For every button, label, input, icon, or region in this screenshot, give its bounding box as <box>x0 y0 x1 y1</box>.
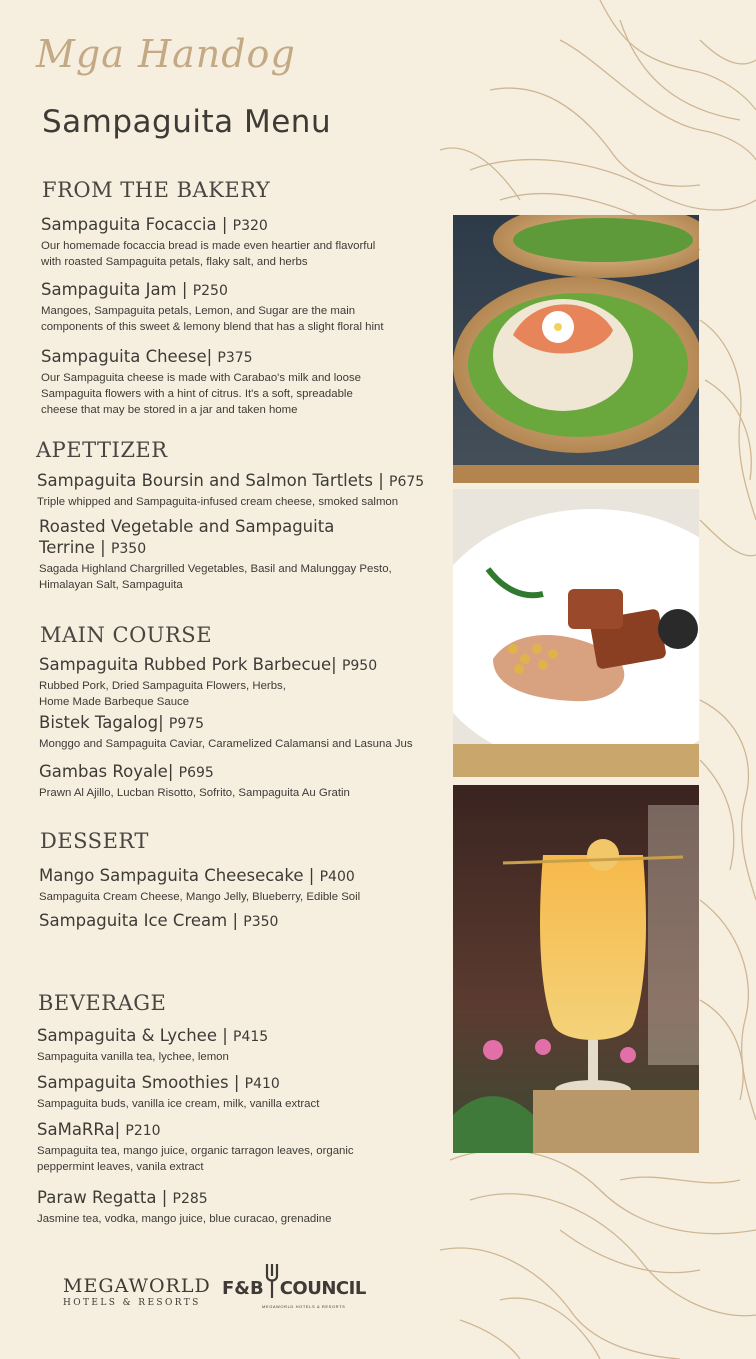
section-title-beverage: BEVERAGE <box>38 991 167 1015</box>
item-price: P410 <box>244 1076 280 1092</box>
menu-item-cheesecake <box>39 865 449 905</box>
council-word: COUNCIL <box>279 1278 366 1299</box>
menu-item-lychee <box>37 1025 447 1065</box>
item-description: Sagada Highland Chargrilled Vegetables, Basil and Malunggay Pesto, Himalayan Salt, Sampaguita <box>39 563 392 591</box>
item-price: P350 <box>243 914 279 930</box>
page-title: Sampaguita Menu <box>42 104 332 140</box>
item-name: Sampaguita & Lychee | P415 <box>37 1026 269 1045</box>
menu-item-samarra <box>37 1119 447 1175</box>
item-description: Sampaguita tea, mango juice, organic tarragon leaves, organic peppermint leaves, vanila extract <box>37 1145 354 1173</box>
section-title-main-course: MAIN COURSE <box>40 623 213 647</box>
fb-council-logo <box>222 1264 366 1309</box>
item-name: Bistek Tagalog| P975 <box>39 713 205 732</box>
menu-item-bistek-tagalog <box>39 712 449 752</box>
section-title-appetizer: APETTIZER <box>36 438 168 462</box>
menu-item-paraw-regatta <box>37 1187 447 1227</box>
item-price: P975 <box>168 716 205 732</box>
item-description: Our Sampaguita cheese is made with Carabao's milk and loose Sampaguita flowers with a hint of citrus. It's a soft, spreadable cheese that may be stored in a jar and taken home <box>41 372 362 416</box>
item-description: Sampaguita buds, vanilla ice cream, milk, vanilla extract <box>37 1098 320 1110</box>
menu-item-gambas-royale <box>39 761 449 801</box>
menu-item-jam <box>41 279 451 335</box>
item-name: Mango Sampaguita Cheesecake | P400 <box>39 866 355 885</box>
item-name: Sampaguita Jam | P250 <box>41 280 228 299</box>
item-price: P375 <box>217 350 253 366</box>
item-name: Gambas Royale| P695 <box>39 762 214 781</box>
item-price: P285 <box>172 1191 208 1207</box>
menu-item-cheese <box>41 346 451 418</box>
item-name: Sampaguita Boursin and Salmon Tartlets | P675 <box>37 471 425 490</box>
item-name-line1: Roasted Vegetable and Sampaguita <box>39 517 335 536</box>
script-title: Mga Handog <box>36 32 296 76</box>
section-title-dessert: DESSERT <box>40 829 149 853</box>
item-price: P350 <box>110 541 147 557</box>
fb-mark: F&B <box>222 1278 264 1299</box>
menu-item-smoothies <box>37 1072 447 1112</box>
item-price: P675 <box>389 474 425 490</box>
item-description: Monggo and Sampaguita Caviar, Caramelized Calamansi and Lasuna Jus <box>39 738 413 750</box>
item-name: Sampaguita Rubbed Pork Barbecue| P950 <box>39 655 378 674</box>
item-name: Terrine | P350 <box>39 538 147 557</box>
item-name: Sampaguita Smoothies | P410 <box>37 1073 280 1092</box>
item-description: Jasmine tea, vodka, mango juice, blue curacao, grenadine <box>37 1213 332 1225</box>
menu-item-terrine <box>39 516 449 593</box>
item-description: Rubbed Pork, Dried Sampaguita Flowers, Herbs, Home Made Barbeque Sauce <box>39 680 286 708</box>
item-price: P950 <box>341 658 378 674</box>
item-name: Sampaguita Ice Cream | P350 <box>39 911 279 930</box>
fork-icon <box>264 1264 280 1298</box>
photo-cocktail <box>453 785 699 1153</box>
item-price: P695 <box>178 765 214 781</box>
item-name: SaMaRRa| P210 <box>37 1120 161 1139</box>
item-price: P210 <box>125 1123 161 1139</box>
item-price: P400 <box>319 869 355 885</box>
item-description: Our homemade focaccia bread is made even heartier and flavorful with roasted Sampaguita petals, flaky salt, and herbs <box>41 240 376 268</box>
section-title-bakery: FROM THE BAKERY <box>42 178 271 202</box>
megaworld-logo-name: MEGAWORLD <box>63 1275 211 1297</box>
menu-item-focaccia <box>41 214 451 270</box>
item-description: Sampaguita Cream Cheese, Mango Jelly, Blueberry, Edible Soil <box>39 891 361 903</box>
menu-item-boursin-tartlets <box>37 470 447 510</box>
item-description: Sampaguita vanilla tea, lychee, lemon <box>37 1051 229 1063</box>
photo-pork-plate <box>453 489 699 777</box>
megaworld-logo-tagline: HOTELS & RESORTS <box>63 1298 201 1308</box>
item-description: Prawn Al Ajillo, Lucban Risotto, Sofrito, Sampaguita Au Gratin <box>39 787 350 799</box>
item-price: P415 <box>233 1029 269 1045</box>
item-description: Mangoes, Sampaguita petals, Lemon, and Sugar are the main components of this sweet & lemony blend that has a slight floral hint <box>41 305 384 333</box>
item-name: Paraw Regatta | P285 <box>37 1188 208 1207</box>
item-name: Sampaguita Focaccia | P320 <box>41 215 268 234</box>
megaworld-logo <box>63 1275 211 1308</box>
item-price: P250 <box>192 283 228 299</box>
item-description: Triple whipped and Sampaguita-infused cream cheese, smoked salmon <box>37 496 399 508</box>
item-name: Sampaguita Cheese| P375 <box>41 347 253 366</box>
menu-item-ice-cream <box>39 910 449 933</box>
item-price: P320 <box>232 218 268 234</box>
photo-cheese-tartlet <box>453 215 699 483</box>
menu-item-pork-barbecue <box>39 654 449 710</box>
council-subtitle: MEGAWORLD HOTELS & RESORTS <box>262 1304 346 1309</box>
